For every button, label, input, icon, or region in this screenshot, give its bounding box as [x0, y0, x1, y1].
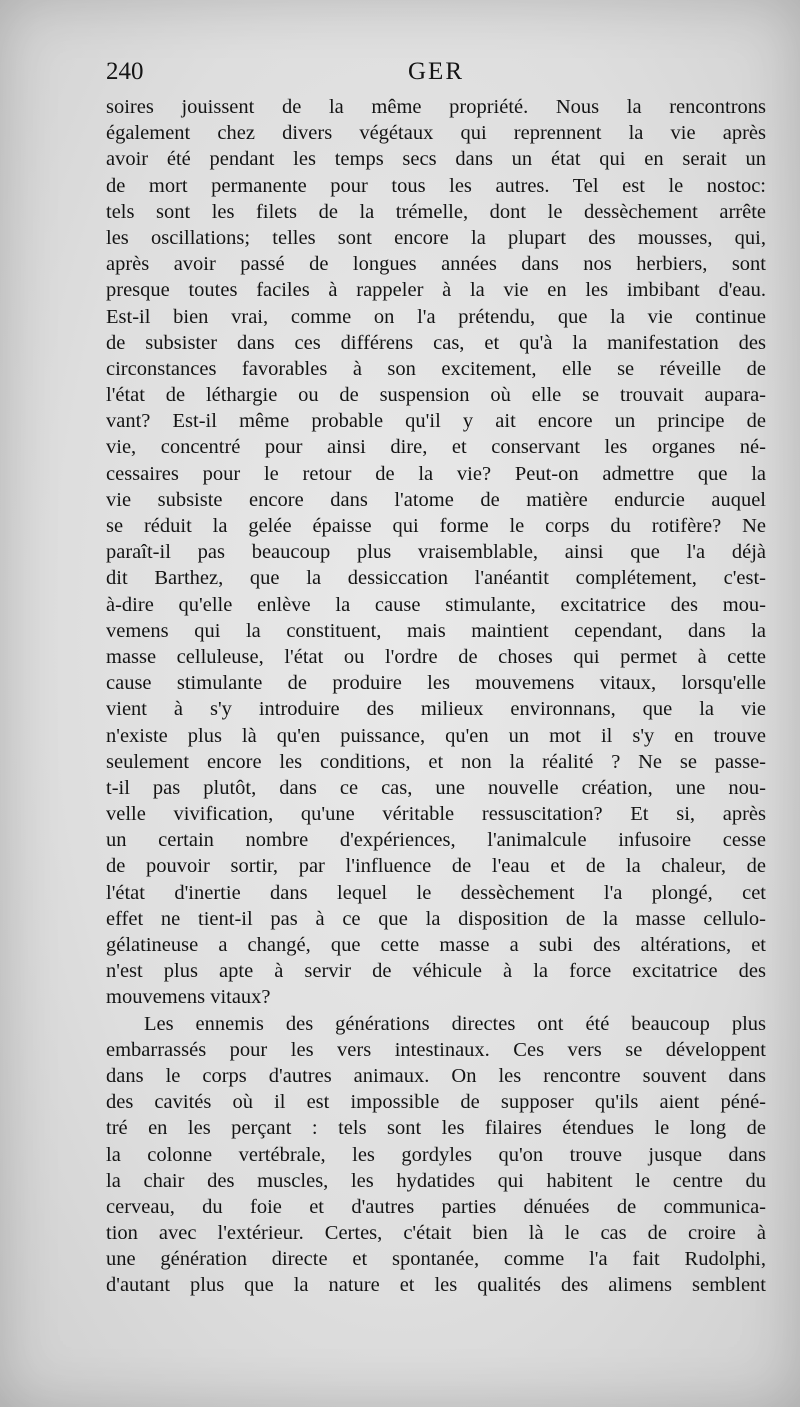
text-line: de pouvoir sortir, par l'influence de l'eau et de la chaleur, de	[106, 855, 766, 878]
text-line: de mort permanente pour tous les autres. Tel est le nostoc:	[106, 174, 766, 197]
text-line: seulement encore les conditions, et non la réalité ? Ne se passe-	[106, 750, 766, 773]
text-line: les oscillations; telles sont encore la plupart des mousses, qui,	[106, 226, 766, 249]
text-line: Est-il bien vrai, comme on l'a prétendu, que la vie continue	[106, 305, 766, 328]
text-line: dit Barthez, que la dessiccation l'anéantit complétement, c'est-	[106, 567, 766, 590]
text-line: soires jouissent de la même propriété. Nous la rencontrons	[106, 96, 766, 118]
text-line: vie subsiste encore dans l'atome de matière endurcie auquel	[106, 488, 766, 511]
text-line: embarrassés pour les vers intestinaux. Ces vers se développent	[106, 1038, 766, 1061]
page-header	[106, 58, 766, 92]
text-body	[106, 94, 766, 1299]
text-line: tion avec l'extérieur. Certes, c'était bien là le cas de croire à	[106, 1222, 766, 1245]
text-line: t-il pas plutôt, dans ce cas, une nouvelle création, une nou-	[106, 776, 766, 799]
text-line: cause stimulante de produire les mouvemens vitaux, lorsqu'elle	[106, 672, 766, 695]
text-line: gélatineuse a changé, que cette masse a subi des altérations, et	[106, 934, 766, 956]
page-number: 240	[106, 58, 144, 85]
text-line: vient à s'y introduire des milieux environnans, que la vie	[106, 698, 766, 721]
text-line: velle vivification, qu'une véritable ressuscitation? Et si, après	[106, 803, 766, 826]
text-line: tels sont les filets de la trémelle, dont le dessèchement arrête	[106, 200, 766, 223]
text-line: se réduit la gelée épaisse qui forme le corps du rotifère? Ne	[106, 515, 766, 537]
text-line: circonstances favorables à son excitement, elle se réveille de	[106, 357, 766, 380]
text-line: vie, concentré pour ainsi dire, et conservant les organes né-	[106, 436, 766, 459]
text-line: Les ennemis des générations directes ont été beaucoup plus	[144, 1012, 766, 1035]
text-line: presque toutes faciles à rappeler à la vie en les imbibant d'eau.	[106, 279, 766, 302]
running-head: GER	[408, 58, 464, 85]
paragraph	[106, 94, 766, 1011]
text-line: également chez divers végétaux qui reprennent la vie après	[106, 122, 766, 145]
text-line: des cavités où il est impossible de supposer qu'ils aient péné-	[106, 1091, 766, 1114]
text-line: à-dire qu'elle enlève la cause stimulante, excitatrice des mou-	[106, 593, 766, 616]
text-line: dans le corps d'autres animaux. On les rencontre souvent dans	[106, 1064, 766, 1087]
text-line: paraît-il pas beaucoup plus vraisemblable, ainsi que l'a déjà	[106, 541, 766, 564]
text-line: d'autant plus que la nature et les qualités des alimens semblent	[106, 1274, 766, 1297]
text-line: cessaires pour le retour de la vie? Peut-on admettre que la	[106, 462, 766, 485]
text-line: masse celluleuse, l'état ou l'ordre de choses qui permet à cette	[106, 645, 766, 668]
text-line: la colonne vertébrale, les gordyles qu'on trouve jusque dans	[106, 1143, 766, 1166]
text-line: n'existe plus là qu'en puissance, qu'en un mot il s'y en trouve	[106, 724, 766, 747]
text-line: un certain nombre d'expériences, l'animalcule infusoire cesse	[106, 829, 766, 852]
text-line: après avoir passé de longues années dans nos herbiers, sont	[106, 253, 766, 276]
text-line: tré en les perçant : tels sont les filaires étendues le long de	[106, 1117, 766, 1140]
text-line: mouvemens vitaux?	[106, 986, 271, 1009]
text-line: vemens qui la constituent, mais maintient cependant, dans la	[106, 619, 766, 642]
text-line: cerveau, du foie et d'autres parties dénuées de communica-	[106, 1195, 766, 1218]
text-line: n'est plus apte à servir de véhicule à la force excitatrice des	[106, 960, 766, 983]
text-line: effet ne tient-il pas à ce que la disposition de la masse cellulo-	[106, 907, 766, 930]
text-line: l'état de léthargie ou de suspension où elle se trouvait aupara-	[106, 384, 766, 407]
text-line: vant? Est-il même probable qu'il y ait encore un principe de	[106, 410, 766, 433]
text-line: avoir été pendant les temps secs dans un état qui en serait un	[106, 148, 766, 171]
text-line: l'état d'inertie dans lequel le dessèchement l'a plongé, cet	[106, 881, 766, 904]
paragraph	[106, 1011, 766, 1299]
text-line: de subsister dans ces différens cas, et qu'à la manifestation des	[106, 331, 766, 354]
text-line: la chair des muscles, les hydatides qui habitent le centre du	[106, 1169, 766, 1192]
text-line: une génération directe et spontanée, comme l'a fait Rudolphi,	[106, 1248, 766, 1271]
